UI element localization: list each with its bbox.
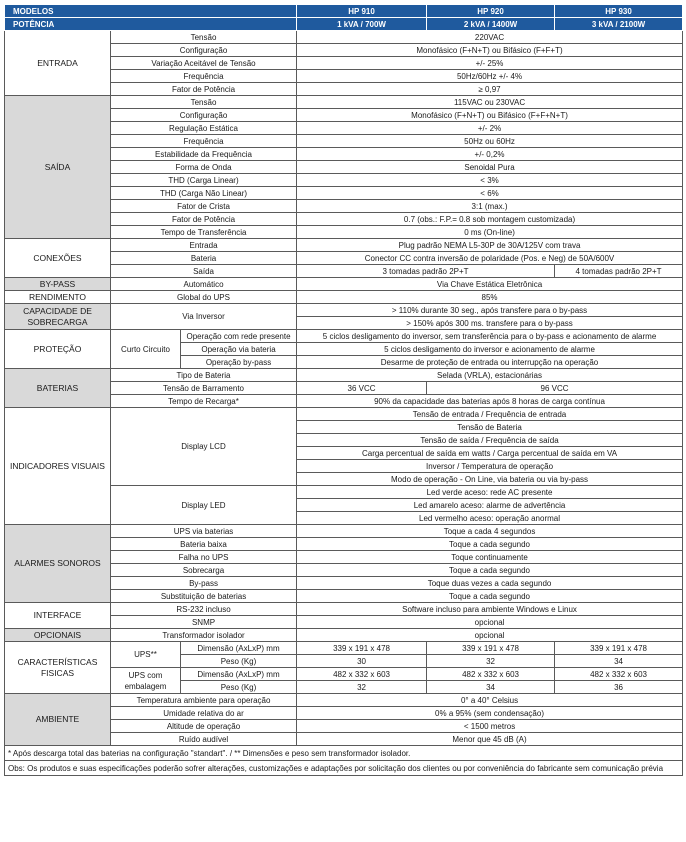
spec-value: Menor que 45 dB (A) — [297, 733, 683, 746]
spec-value: 482 x 332 x 603 — [555, 668, 683, 681]
table-row — [5, 278, 683, 291]
spec-value: 5 ciclos desligamento do inversor, sem transferência para o by-pass e acionamento de alarme — [297, 330, 683, 343]
category-interface: INTERFACE — [5, 603, 111, 629]
spec-value: 0% a 95% (sem condensação) — [297, 707, 683, 720]
spec-value: Selada (VRLA), estacionárias — [297, 369, 683, 382]
spec-label: Tempo de Recarga* — [111, 395, 297, 408]
spec-label: Dimensão (AxLxP) mm — [181, 642, 297, 655]
spec-value: Led amarelo aceso: alarme de advertência — [297, 499, 683, 512]
spec-value: +/- 0,2% — [297, 148, 683, 161]
spec-label: Regulação Estática — [111, 122, 297, 135]
spec-label: Frequência — [111, 135, 297, 148]
spec-value: Desarme de proteção de entrada ou interrupção na operação — [297, 356, 683, 369]
spec-label: Operação com rede presente — [181, 330, 297, 343]
spec-label: Dimensão (AxLxP) mm — [181, 668, 297, 681]
spec-value: 3:1 (max.) — [297, 200, 683, 213]
spec-value: Senoidal Pura — [297, 161, 683, 174]
spec-value: Tensão de entrada / Frequência de entrada — [297, 408, 683, 421]
model-power-930: 3 kVA / 2100W — [555, 18, 683, 31]
spec-label: Operação via bateria — [181, 343, 297, 356]
spec-value: Toque continuamente — [297, 551, 683, 564]
spec-label: Substituição de baterias — [111, 590, 297, 603]
spec-value: Conector CC contra inversão de polaridade (Pos. e Neg) de 50A/600V — [297, 252, 683, 265]
spec-label: Tempo de Transferência — [111, 226, 297, 239]
spec-value: < 1500 metros — [297, 720, 683, 733]
spec-value: 30 — [297, 655, 427, 668]
spec-value: Toque a cada segundo — [297, 564, 683, 577]
obs-note: Obs: Os produtos e suas especificações poderão sofrer alterações, customizações e adaptações por solicitação dos clientes ou por conveniência do fabricante sem comunicação prévia — [5, 761, 683, 776]
spec-label: Global do UPS — [111, 291, 297, 304]
category-fisicas: CARACTERÍSTICAS FISICAS — [5, 642, 111, 694]
spec-label: Sobrecarga — [111, 564, 297, 577]
spec-table — [4, 4, 683, 776]
spec-value: Carga percentual de saída em watts / Carga percentual de saída em VA — [297, 447, 683, 460]
spec-value: Tensão de Bateria — [297, 421, 683, 434]
table-row — [5, 239, 683, 252]
model-name-920: HP 920 — [427, 5, 555, 18]
spec-value: Toque duas vezes a cada segundo — [297, 577, 683, 590]
category-rendimento: RENDIMENTO — [5, 291, 111, 304]
category-baterias: BATERIAS — [5, 369, 111, 408]
spec-value: > 150% após 300 ms. transfere para o by-pass — [297, 317, 683, 330]
spec-value: > 110% durante 30 seg., após transfere para o by-pass — [297, 304, 683, 317]
model-name-910: HP 910 — [297, 5, 427, 18]
spec-value: 220VAC — [297, 31, 683, 44]
spec-value: +/- 25% — [297, 57, 683, 70]
spec-value: 0 ms (On-line) — [297, 226, 683, 239]
spec-label: Entrada — [111, 239, 297, 252]
table-row — [5, 694, 683, 707]
spec-value: 115VAC ou 230VAC — [297, 96, 683, 109]
spec-label: Fator de Crista — [111, 200, 297, 213]
category-entrada: ENTRADA — [5, 31, 111, 96]
spec-value: 96 VCC — [427, 382, 683, 395]
table-row — [5, 291, 683, 304]
spec-value: Inversor / Temperatura de operação — [297, 460, 683, 473]
table-row — [5, 31, 683, 44]
spec-label: Bateria — [111, 252, 297, 265]
table-row — [5, 330, 683, 343]
spec-label: Operação by-pass — [181, 356, 297, 369]
spec-label: Fator de Potência — [111, 83, 297, 96]
spec-value: 36 — [555, 681, 683, 694]
spec-label: RS-232 incluso — [111, 603, 297, 616]
spec-label: Transformador isolador — [111, 629, 297, 642]
table-row — [5, 629, 683, 642]
spec-value: 339 x 191 x 478 — [297, 642, 427, 655]
spec-label: Configuração — [111, 44, 297, 57]
obs-row — [5, 761, 683, 776]
spec-value: 482 x 332 x 603 — [297, 668, 427, 681]
spec-label: Forma de Onda — [111, 161, 297, 174]
spec-value: opcional — [297, 629, 683, 642]
spec-label: Tensão — [111, 31, 297, 44]
spec-label: By-pass — [111, 577, 297, 590]
spec-value: opcional — [297, 616, 683, 629]
spec-value: 34 — [427, 681, 555, 694]
spec-value: Plug padrão NEMA L5-30P de 30A/125V com trava — [297, 239, 683, 252]
fisicas-emb-label: UPS com embalagem — [111, 668, 181, 694]
spec-label: SNMP — [111, 616, 297, 629]
spec-value: < 6% — [297, 187, 683, 200]
spec-value: 85% — [297, 291, 683, 304]
protecao-sub-label: Curto Circuito — [111, 330, 181, 369]
table-row — [5, 642, 683, 655]
spec-label: Peso (Kg) — [181, 681, 297, 694]
header-power-row — [5, 18, 683, 31]
spec-value: Via Chave Estática Eletrônica — [297, 278, 683, 291]
display-lcd-label: Display LCD — [111, 408, 297, 486]
header-models-label: MODELOS — [5, 5, 297, 18]
spec-value: Modo de operação - On Line, via bateria ou via by-pass — [297, 473, 683, 486]
spec-value: 32 — [427, 655, 555, 668]
spec-label: UPS via baterias — [111, 525, 297, 538]
spec-value: 3 tomadas padrão 2P+T — [297, 265, 555, 278]
spec-label: Estabilidade da Frequência — [111, 148, 297, 161]
spec-value: Monofásico (F+N+T) ou Bifásico (F+F+N+T) — [297, 109, 683, 122]
spec-value: < 3% — [297, 174, 683, 187]
spec-label: THD (Carga Linear) — [111, 174, 297, 187]
spec-value: Software incluso para ambiente Windows e Linux — [297, 603, 683, 616]
spec-label: Ruído audível — [111, 733, 297, 746]
table-row — [5, 603, 683, 616]
spec-label: Tensão — [111, 96, 297, 109]
display-led-label: Display LED — [111, 486, 297, 525]
spec-label: Altitude de operação — [111, 720, 297, 733]
spec-value: Led vermelho aceso: operação anormal — [297, 512, 683, 525]
spec-label: Via Inversor — [111, 304, 297, 330]
spec-label: Temperatura ambiente para operação — [111, 694, 297, 707]
spec-label: Automático — [111, 278, 297, 291]
spec-label: Tensão de Barramento — [111, 382, 297, 395]
spec-value: Toque a cada segundo — [297, 590, 683, 603]
header-models-row — [5, 5, 683, 18]
category-opcionais: OPCIONAIS — [5, 629, 111, 642]
spec-label: Falha no UPS — [111, 551, 297, 564]
spec-value: 339 x 191 x 478 — [555, 642, 683, 655]
spec-value: Toque a cada segundo — [297, 538, 683, 551]
table-row — [5, 525, 683, 538]
spec-label: Fator de Potência — [111, 213, 297, 226]
spec-label: Saída — [111, 265, 297, 278]
spec-value: Tensão de saída / Frequência de saída — [297, 434, 683, 447]
header-power-label: POTÊNCIA — [5, 18, 297, 31]
category-sobrecarga: CAPACIDADE DE SOBRECARGA — [5, 304, 111, 330]
spec-value: 90% da capacidade das baterias após 8 horas de carga contínua — [297, 395, 683, 408]
spec-value: +/- 2% — [297, 122, 683, 135]
model-power-920: 2 kVA / 1400W — [427, 18, 555, 31]
spec-value: 4 tomadas padrão 2P+T — [555, 265, 683, 278]
spec-label: Variação Aceitável de Tensão — [111, 57, 297, 70]
spec-value: 50Hz ou 60Hz — [297, 135, 683, 148]
spec-value: ≥ 0,97 — [297, 83, 683, 96]
spec-label: Configuração — [111, 109, 297, 122]
model-power-910: 1 kVA / 700W — [297, 18, 427, 31]
model-name-930: HP 930 — [555, 5, 683, 18]
table-row — [5, 408, 683, 421]
table-row — [5, 304, 683, 317]
category-ambiente: AMBIENTE — [5, 694, 111, 746]
spec-value: 0.7 (obs.: F.P.= 0.8 sob montagem customizada) — [297, 213, 683, 226]
footnote: * Após descarga total das baterias na configuração "standart". / ** Dimensões e peso sem transformador isolador. — [5, 746, 683, 761]
spec-label: Bateria baixa — [111, 538, 297, 551]
category-indicadores: INDICADORES VISUAIS — [5, 408, 111, 525]
spec-label: Tipo de Bateria — [111, 369, 297, 382]
category-protecao: PROTEÇÃO — [5, 330, 111, 369]
spec-value: 5 ciclos desligamento do inversor e acionamento de alarme — [297, 343, 683, 356]
spec-value: Led verde aceso: rede AC presente — [297, 486, 683, 499]
table-row — [5, 369, 683, 382]
spec-value: 32 — [297, 681, 427, 694]
spec-value: 50Hz/60Hz +/- 4% — [297, 70, 683, 83]
category-conexoes: CONEXÕES — [5, 239, 111, 278]
category-bypass: BY-PASS — [5, 278, 111, 291]
spec-value: 36 VCC — [297, 382, 427, 395]
spec-value: 0° a 40° Celsius — [297, 694, 683, 707]
spec-value: 339 x 191 x 478 — [427, 642, 555, 655]
spec-label: THD (Carga Não Linear) — [111, 187, 297, 200]
spec-label: Peso (Kg) — [181, 655, 297, 668]
category-alarmes: ALARMES SONOROS — [5, 525, 111, 603]
spec-label: Umidade relativa do ar — [111, 707, 297, 720]
spec-value: 34 — [555, 655, 683, 668]
footnote-row — [5, 746, 683, 761]
table-row — [5, 96, 683, 109]
spec-value: 482 x 332 x 603 — [427, 668, 555, 681]
category-saida: SAÍDA — [5, 96, 111, 239]
spec-label: Frequência — [111, 70, 297, 83]
fisicas-ups-label: UPS** — [111, 642, 181, 668]
spec-value: Toque a cada 4 segundos — [297, 525, 683, 538]
spec-value: Monofásico (F+N+T) ou Bifásico (F+F+T) — [297, 44, 683, 57]
